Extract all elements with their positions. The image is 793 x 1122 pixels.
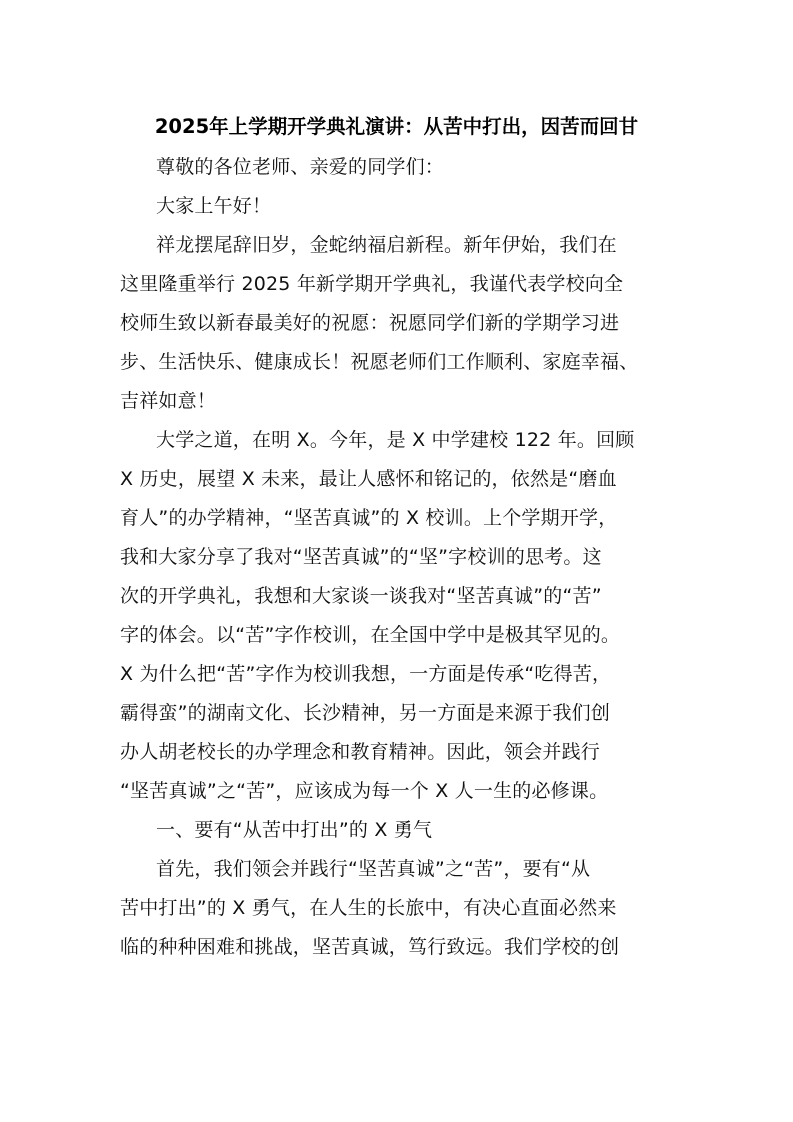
body-line: 步、生活快乐、健康成长！祝愿老师们工作顺利、家庭幸福、 — [120, 351, 639, 373]
body-line: X 历史，展望 X 未来，最让人感怀和铭记的，依然是“磨血 — [120, 468, 617, 490]
section-heading: 一、要有“从苦中打出”的 X 勇气 — [156, 819, 433, 841]
document-body — [120, 150, 690, 969]
body-line: 次的开学典礼，我想和大家谈一谈我对“坚苦真诚”的“苦” — [120, 585, 602, 607]
body-line: 我和大家分享了我对“坚苦真诚”的“坚”字校训的思考。这 — [120, 546, 602, 568]
greeting: 大家上午好！ — [156, 195, 272, 217]
body-line: 临的种种困难和挑战，坚苦真诚，笃行致远。我们学校的创 — [120, 936, 620, 958]
body-line: 吉祥如意！ — [120, 390, 217, 412]
salutation: 尊敬的各位老师、亲爱的同学们： — [156, 156, 445, 178]
body-line: 这里隆重举行 2025 年新学期开学典礼，我谨代表学校向全 — [120, 273, 624, 295]
body-line: 苦中打出”的 X 勇气，在人生的长旅中，有决心直面必然来 — [120, 897, 617, 919]
body-line: 祥龙摆尾辞旧岁，金蛇纳福启新程。新年伊始，我们在 — [156, 234, 617, 256]
body-line: 育人”的办学精神，“坚苦真诚”的 X 校训。上个学期开学， — [120, 507, 618, 529]
body-line: 霸得蛮”的湖南文化、长沙精神，另一方面是来源于我们创 — [120, 702, 611, 724]
body-line: “坚苦真诚”之“苦”，应该成为每一个 X 人一生的必修课。 — [120, 780, 609, 802]
body-line: 首先，我们领会并践行“坚苦真诚”之“苦”，要有“从 — [156, 858, 591, 880]
body-line: 大学之道，在明 X。今年，是 X 中学建校 122 年。回顾 — [156, 429, 635, 451]
body-line: 字的体会。以“苦”字作校训，在全国中学中是极其罕见的。 — [120, 624, 621, 646]
document-title: 2025年上学期开学典礼演讲：从苦中打出，因苦而回甘 — [154, 115, 639, 138]
body-line: 校师生致以新春最美好的祝愿：祝愿同学们新的学期学习进 — [120, 312, 620, 334]
body-line: X 为什么把“苦”字作为校训我想，一方面是传承“吃得苦， — [120, 663, 612, 685]
body-line: 办人胡老校长的办学理念和教育精神。因此，领会并践行 — [120, 741, 601, 763]
